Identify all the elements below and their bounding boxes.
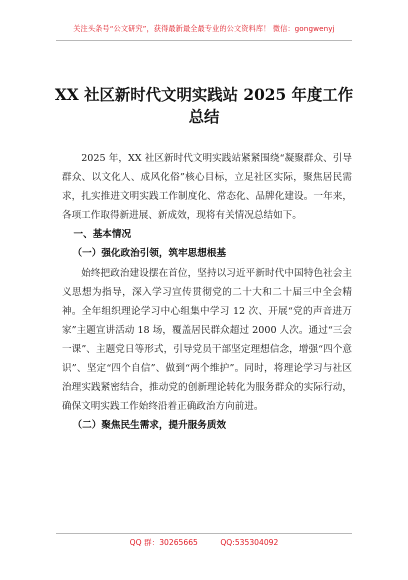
title-line-2: 总结 (188, 108, 220, 126)
footer-contact (0, 537, 408, 548)
intro-paragraph: 2025 年，XX 社区新时代文明实践站紧紧围绕“凝聚群众、引导群众、以文化人、成风化俗”核心目标，立足社区实际，聚焦居民需求，扎实推进文明实践工作制度化、常态化、品牌化建设。一年来，各项工作取得新进展、新成效，现将有关情况总结如下。 (62, 153, 352, 222)
political-guidance-paragraph: 始终把政治建设摆在首位，坚持以习近平新时代中国特色社会主义思想为指导，深入学习宣传贯彻党的二十大和二十届三中全会精神。全年组织理论学习中心组集中学习 12 次、开展“党的声音进万家”主题宣讲活动 18 场，覆盖居民群众超过 2000 人次。通过“三会一课”、主题党日等形式，引导党员干部坚定理想信念，增强“四个意识”、坚定“四个自信”、做到“两个维护”。同时，将理论学习与社区治理实践紧密结合，推动党的创新理论转化为服务群众的实际行动，确保文明实践工作始终沿着正确政治方向前进。 (62, 267, 352, 413)
subsection-heading-political-guidance: （一）强化政治引领，筑牢思想根基 (72, 248, 227, 260)
promo-banner: 关注头条号“公文研究”，获得最新最全最专业的公文资料库！ 微信：gongwenyj (73, 24, 335, 33)
title-line-1: XX 社区新时代文明实践站 2025 年度工作 (54, 86, 354, 104)
document-body (62, 149, 352, 435)
subsection-heading-livelihood-needs: （二）聚焦民生需求，提升服务质效 (72, 420, 227, 432)
header-divider (56, 40, 352, 41)
document-title (40, 84, 368, 128)
footer-divider (56, 533, 352, 534)
section-heading-basic-situation: 一、基本情况 (73, 229, 132, 241)
footer-qq-group: QQ 群：30265665 (129, 538, 198, 547)
footer-qq: QQ:535304092 (220, 538, 279, 547)
